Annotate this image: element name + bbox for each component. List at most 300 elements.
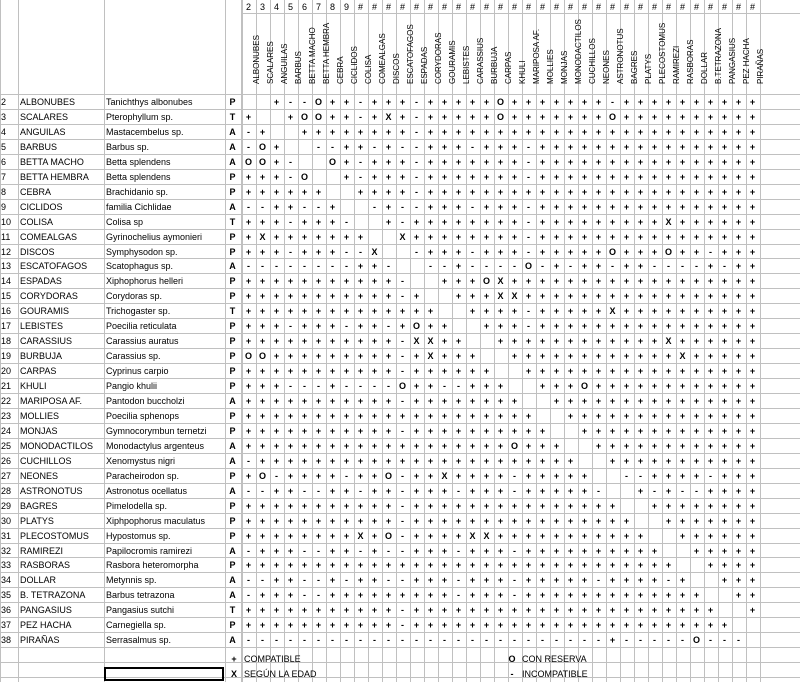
compatibility-cell[interactable]: + [329, 336, 336, 346]
compatibility-cell[interactable]: - [569, 261, 572, 271]
compatibility-cell[interactable]: O [314, 97, 322, 107]
compatibility-cell[interactable]: + [427, 575, 434, 585]
compatibility-cell[interactable]: - [247, 546, 250, 556]
compatibility-cell[interactable]: + [567, 172, 574, 182]
compatibility-cell[interactable]: - [317, 202, 320, 212]
compatibility-cell[interactable]: + [553, 247, 560, 257]
compatibility-cell[interactable]: + [385, 291, 392, 301]
compatibility-cell[interactable]: + [735, 142, 742, 152]
compatibility-cell[interactable]: + [399, 411, 406, 421]
compatibility-cell[interactable]: - [653, 486, 656, 496]
compatibility-cell[interactable]: + [357, 575, 364, 585]
compatibility-cell[interactable]: + [623, 605, 630, 615]
compatibility-cell[interactable]: - [471, 247, 474, 257]
compatibility-cell[interactable]: + [609, 172, 616, 182]
compatibility-cell[interactable]: + [749, 127, 756, 137]
compatibility-cell[interactable]: + [637, 396, 644, 406]
compatibility-cell[interactable]: + [343, 426, 350, 436]
compatibility-cell[interactable]: + [287, 441, 294, 451]
compatibility-cell[interactable]: + [525, 112, 532, 122]
compatibility-cell[interactable]: + [609, 456, 616, 466]
compatibility-cell[interactable]: + [371, 112, 378, 122]
compatibility-cell[interactable]: - [387, 546, 390, 556]
compatibility-cell[interactable]: + [721, 127, 728, 137]
compatibility-cell[interactable]: + [735, 172, 742, 182]
compatibility-cell[interactable]: + [525, 486, 532, 496]
compatibility-cell[interactable]: + [483, 441, 490, 451]
compatibility-cell[interactable]: + [427, 426, 434, 436]
compatibility-cell[interactable]: + [343, 516, 350, 526]
compatibility-cell[interactable]: + [679, 456, 686, 466]
compatibility-cell[interactable]: + [329, 321, 336, 331]
compatibility-cell[interactable]: + [525, 426, 532, 436]
compatibility-cell[interactable]: + [371, 321, 378, 331]
compatibility-cell[interactable]: - [415, 187, 418, 197]
compatibility-cell[interactable]: + [413, 291, 420, 301]
compatibility-cell[interactable]: + [245, 366, 252, 376]
compatibility-cell[interactable]: + [455, 605, 462, 615]
compatibility-cell[interactable]: + [623, 575, 630, 585]
compatibility-cell[interactable]: + [427, 396, 434, 406]
compatibility-cell[interactable]: + [581, 366, 588, 376]
compatibility-cell[interactable]: + [623, 172, 630, 182]
compatibility-cell[interactable]: + [735, 261, 742, 271]
compatibility-cell[interactable]: + [371, 366, 378, 376]
compatibility-cell[interactable]: + [749, 531, 756, 541]
compatibility-cell[interactable]: + [455, 516, 462, 526]
compatibility-cell[interactable]: + [329, 471, 336, 481]
compatibility-cell[interactable]: + [679, 247, 686, 257]
compatibility-cell[interactable]: + [665, 441, 672, 451]
compatibility-cell[interactable]: + [637, 426, 644, 436]
compatibility-cell[interactable]: + [595, 590, 602, 600]
compatibility-cell[interactable]: + [539, 351, 546, 361]
compatibility-cell[interactable]: + [665, 426, 672, 436]
compatibility-cell[interactable]: + [483, 396, 490, 406]
compatibility-cell[interactable]: + [735, 336, 742, 346]
compatibility-cell[interactable]: + [539, 441, 546, 451]
compatibility-cell[interactable]: - [723, 261, 726, 271]
compatibility-cell[interactable]: - [247, 127, 250, 137]
compatibility-cell[interactable]: + [693, 546, 700, 556]
compatibility-cell[interactable]: + [371, 575, 378, 585]
compatibility-cell[interactable]: + [287, 456, 294, 466]
compatibility-cell[interactable]: + [329, 486, 336, 496]
compatibility-cell[interactable]: - [415, 157, 418, 167]
compatibility-cell[interactable]: + [259, 187, 266, 197]
compatibility-cell[interactable]: - [289, 97, 292, 107]
compatibility-cell[interactable]: + [287, 306, 294, 316]
compatibility-cell[interactable]: X [399, 232, 406, 242]
compatibility-cell[interactable]: - [317, 381, 320, 391]
compatibility-cell[interactable]: - [387, 261, 390, 271]
compatibility-cell[interactable]: + [273, 217, 280, 227]
compatibility-cell[interactable]: + [343, 396, 350, 406]
compatibility-cell[interactable]: + [511, 321, 518, 331]
compatibility-cell[interactable]: + [245, 172, 252, 182]
compatibility-cell[interactable]: + [385, 351, 392, 361]
compatibility-cell[interactable]: + [497, 321, 504, 331]
compatibility-cell[interactable]: + [469, 456, 476, 466]
compatibility-cell[interactable]: + [637, 127, 644, 137]
compatibility-cell[interactable]: - [639, 635, 642, 645]
compatibility-cell[interactable]: O [580, 381, 588, 391]
compatibility-cell[interactable]: + [567, 336, 574, 346]
compatibility-cell[interactable]: + [525, 546, 532, 556]
compatibility-cell[interactable]: + [707, 112, 714, 122]
compatibility-cell[interactable]: + [665, 202, 672, 212]
compatibility-cell[interactable]: + [245, 620, 252, 630]
compatibility-cell[interactable]: + [581, 247, 588, 257]
compatibility-cell[interactable]: + [497, 546, 504, 556]
compatibility-cell[interactable]: - [653, 261, 656, 271]
compatibility-cell[interactable]: + [497, 336, 504, 346]
compatibility-cell[interactable]: - [513, 635, 516, 645]
compatibility-cell[interactable]: + [315, 276, 322, 286]
compatibility-cell[interactable]: + [735, 247, 742, 257]
compatibility-cell[interactable]: + [637, 486, 644, 496]
compatibility-cell[interactable]: + [483, 217, 490, 227]
compatibility-cell[interactable]: + [721, 112, 728, 122]
compatibility-cell[interactable]: - [359, 172, 362, 182]
compatibility-cell[interactable]: + [259, 172, 266, 182]
compatibility-cell[interactable]: - [261, 261, 264, 271]
compatibility-cell[interactable]: + [301, 471, 308, 481]
compatibility-cell[interactable]: + [693, 516, 700, 526]
compatibility-cell[interactable]: + [749, 605, 756, 615]
compatibility-cell[interactable]: + [539, 142, 546, 152]
compatibility-cell[interactable]: + [343, 276, 350, 286]
compatibility-cell[interactable]: + [581, 396, 588, 406]
compatibility-cell[interactable]: + [259, 590, 266, 600]
compatibility-cell[interactable]: + [595, 441, 602, 451]
compatibility-cell[interactable]: + [749, 426, 756, 436]
compatibility-cell[interactable]: + [721, 217, 728, 227]
compatibility-cell[interactable]: + [679, 97, 686, 107]
compatibility-cell[interactable]: - [359, 635, 362, 645]
compatibility-cell[interactable]: - [303, 486, 306, 496]
compatibility-cell[interactable]: + [539, 157, 546, 167]
compatibility-cell[interactable]: + [413, 516, 420, 526]
compatibility-cell[interactable]: + [455, 396, 462, 406]
compatibility-cell[interactable]: + [525, 456, 532, 466]
compatibility-cell[interactable]: + [455, 336, 462, 346]
compatibility-cell[interactable]: + [371, 411, 378, 421]
compatibility-cell[interactable]: X [413, 336, 420, 346]
compatibility-cell[interactable]: - [457, 590, 460, 600]
compatibility-cell[interactable]: + [273, 232, 280, 242]
compatibility-cell[interactable]: - [401, 202, 404, 212]
compatibility-cell[interactable]: + [539, 217, 546, 227]
compatibility-cell[interactable]: + [441, 232, 448, 242]
compatibility-cell[interactable]: + [595, 351, 602, 361]
compatibility-cell[interactable]: - [401, 351, 404, 361]
compatibility-cell[interactable]: - [401, 336, 404, 346]
compatibility-cell[interactable]: + [287, 276, 294, 286]
compatibility-cell[interactable]: + [483, 516, 490, 526]
compatibility-cell[interactable]: + [301, 291, 308, 301]
compatibility-cell[interactable]: - [709, 247, 712, 257]
compatibility-cell[interactable]: + [469, 127, 476, 137]
compatibility-cell[interactable]: + [609, 276, 616, 286]
compatibility-cell[interactable]: + [329, 232, 336, 242]
compatibility-cell[interactable]: - [415, 247, 418, 257]
compatibility-cell[interactable]: + [511, 232, 518, 242]
compatibility-cell[interactable]: + [301, 187, 308, 197]
compatibility-cell[interactable]: - [359, 486, 362, 496]
compatibility-cell[interactable]: + [427, 411, 434, 421]
compatibility-cell[interactable]: + [609, 575, 616, 585]
compatibility-cell[interactable]: + [357, 396, 364, 406]
compatibility-cell[interactable]: + [609, 590, 616, 600]
compatibility-cell[interactable]: + [651, 142, 658, 152]
compatibility-cell[interactable]: + [581, 276, 588, 286]
compatibility-cell[interactable]: + [287, 620, 294, 630]
compatibility-cell[interactable]: + [721, 306, 728, 316]
compatibility-cell[interactable]: + [483, 471, 490, 481]
compatibility-cell[interactable]: - [387, 635, 390, 645]
compatibility-cell[interactable]: + [567, 291, 574, 301]
compatibility-cell[interactable]: + [581, 217, 588, 227]
compatibility-cell[interactable]: + [483, 620, 490, 630]
compatibility-cell[interactable]: - [387, 381, 390, 391]
compatibility-cell[interactable]: + [441, 336, 448, 346]
compatibility-cell[interactable]: + [651, 172, 658, 182]
compatibility-cell[interactable]: + [679, 112, 686, 122]
compatibility-cell[interactable]: - [723, 635, 726, 645]
selected-cell[interactable] [104, 667, 224, 681]
compatibility-cell[interactable]: + [371, 172, 378, 182]
compatibility-cell[interactable]: + [525, 291, 532, 301]
compatibility-cell[interactable]: + [469, 306, 476, 316]
compatibility-cell[interactable]: + [301, 456, 308, 466]
compatibility-cell[interactable]: + [679, 471, 686, 481]
compatibility-cell[interactable]: + [413, 560, 420, 570]
compatibility-cell[interactable]: + [707, 486, 714, 496]
compatibility-cell[interactable]: + [567, 381, 574, 391]
compatibility-cell[interactable]: - [303, 202, 306, 212]
compatibility-cell[interactable]: + [581, 306, 588, 316]
compatibility-cell[interactable]: + [581, 531, 588, 541]
compatibility-cell[interactable]: + [595, 336, 602, 346]
compatibility-cell[interactable]: + [609, 381, 616, 391]
compatibility-cell[interactable]: + [427, 546, 434, 556]
compatibility-cell[interactable]: + [301, 560, 308, 570]
compatibility-cell[interactable]: + [581, 157, 588, 167]
compatibility-cell[interactable]: + [749, 187, 756, 197]
compatibility-cell[interactable]: - [317, 486, 320, 496]
compatibility-cell[interactable]: + [609, 142, 616, 152]
compatibility-cell[interactable]: + [287, 202, 294, 212]
compatibility-cell[interactable]: + [581, 321, 588, 331]
compatibility-cell[interactable]: + [385, 202, 392, 212]
compatibility-cell[interactable]: + [651, 366, 658, 376]
compatibility-cell[interactable]: + [343, 441, 350, 451]
compatibility-cell[interactable]: + [399, 172, 406, 182]
compatibility-cell[interactable]: + [749, 336, 756, 346]
compatibility-cell[interactable]: + [497, 620, 504, 630]
compatibility-cell[interactable]: + [651, 411, 658, 421]
compatibility-cell[interactable]: + [245, 560, 252, 570]
compatibility-cell[interactable]: + [623, 396, 630, 406]
compatibility-cell[interactable]: + [483, 142, 490, 152]
compatibility-cell[interactable]: + [427, 112, 434, 122]
compatibility-cell[interactable]: - [401, 142, 404, 152]
compatibility-cell[interactable]: + [455, 351, 462, 361]
compatibility-cell[interactable]: + [343, 306, 350, 316]
compatibility-cell[interactable]: O [608, 247, 616, 257]
compatibility-cell[interactable]: + [595, 605, 602, 615]
compatibility-cell[interactable]: - [275, 471, 278, 481]
compatibility-cell[interactable]: + [455, 217, 462, 227]
compatibility-cell[interactable]: - [247, 590, 250, 600]
compatibility-cell[interactable]: + [679, 501, 686, 511]
compatibility-cell[interactable]: - [317, 590, 320, 600]
compatibility-cell[interactable]: - [681, 261, 684, 271]
compatibility-cell[interactable]: + [735, 291, 742, 301]
compatibility-cell[interactable]: + [357, 411, 364, 421]
compatibility-cell[interactable]: + [329, 396, 336, 406]
compatibility-cell[interactable]: + [679, 291, 686, 301]
compatibility-cell[interactable]: + [567, 127, 574, 137]
compatibility-cell[interactable]: + [385, 560, 392, 570]
compatibility-cell[interactable]: + [567, 97, 574, 107]
compatibility-cell[interactable]: + [497, 247, 504, 257]
compatibility-cell[interactable]: + [553, 217, 560, 227]
compatibility-cell[interactable]: + [651, 381, 658, 391]
compatibility-cell[interactable]: + [413, 546, 420, 556]
compatibility-cell[interactable]: + [679, 411, 686, 421]
compatibility-cell[interactable]: + [315, 620, 322, 630]
compatibility-cell[interactable]: + [581, 127, 588, 137]
compatibility-cell[interactable]: + [735, 441, 742, 451]
compatibility-cell[interactable]: + [455, 411, 462, 421]
compatibility-cell[interactable]: + [413, 531, 420, 541]
compatibility-cell[interactable]: + [343, 351, 350, 361]
compatibility-cell[interactable]: + [665, 456, 672, 466]
compatibility-cell[interactable]: + [287, 560, 294, 570]
compatibility-cell[interactable]: + [665, 396, 672, 406]
compatibility-cell[interactable]: - [401, 276, 404, 286]
compatibility-cell[interactable]: + [259, 336, 266, 346]
compatibility-cell[interactable]: + [259, 546, 266, 556]
compatibility-cell[interactable]: + [623, 351, 630, 361]
compatibility-cell[interactable]: + [651, 351, 658, 361]
compatibility-cell[interactable]: + [749, 97, 756, 107]
compatibility-cell[interactable]: + [245, 396, 252, 406]
compatibility-cell[interactable]: + [259, 217, 266, 227]
compatibility-cell[interactable]: + [539, 97, 546, 107]
compatibility-cell[interactable]: + [413, 620, 420, 630]
compatibility-cell[interactable]: + [371, 516, 378, 526]
compatibility-cell[interactable]: + [385, 441, 392, 451]
compatibility-cell[interactable]: - [527, 247, 530, 257]
compatibility-cell[interactable]: + [273, 441, 280, 451]
compatibility-cell[interactable]: + [567, 276, 574, 286]
compatibility-cell[interactable]: - [401, 516, 404, 526]
compatibility-cell[interactable]: + [357, 456, 364, 466]
compatibility-cell[interactable]: + [259, 321, 266, 331]
compatibility-cell[interactable]: + [665, 560, 672, 570]
compatibility-cell[interactable]: - [331, 635, 334, 645]
compatibility-cell[interactable]: + [721, 471, 728, 481]
compatibility-cell[interactable]: + [749, 232, 756, 242]
compatibility-cell[interactable]: + [721, 516, 728, 526]
compatibility-cell[interactable]: + [735, 202, 742, 212]
compatibility-cell[interactable]: + [707, 97, 714, 107]
compatibility-cell[interactable]: + [623, 276, 630, 286]
compatibility-cell[interactable]: + [665, 590, 672, 600]
compatibility-cell[interactable]: + [469, 426, 476, 436]
compatibility-cell[interactable]: + [385, 426, 392, 436]
compatibility-cell[interactable]: - [513, 471, 516, 481]
compatibility-cell[interactable]: + [637, 411, 644, 421]
compatibility-cell[interactable]: + [385, 157, 392, 167]
compatibility-cell[interactable]: + [483, 112, 490, 122]
compatibility-cell[interactable]: + [567, 396, 574, 406]
compatibility-cell[interactable]: + [665, 605, 672, 615]
compatibility-cell[interactable]: - [289, 247, 292, 257]
compatibility-cell[interactable]: + [735, 276, 742, 286]
compatibility-cell[interactable]: + [735, 366, 742, 376]
compatibility-cell[interactable]: + [441, 501, 448, 511]
compatibility-cell[interactable]: O [314, 112, 322, 122]
compatibility-cell[interactable]: - [401, 635, 404, 645]
compatibility-cell[interactable]: + [567, 560, 574, 570]
compatibility-cell[interactable]: + [693, 396, 700, 406]
compatibility-cell[interactable]: + [679, 396, 686, 406]
compatibility-cell[interactable]: + [427, 516, 434, 526]
compatibility-cell[interactable]: + [469, 217, 476, 227]
compatibility-cell[interactable]: + [315, 291, 322, 301]
compatibility-cell[interactable]: + [749, 546, 756, 556]
compatibility-cell[interactable]: + [595, 247, 602, 257]
compatibility-cell[interactable]: + [273, 366, 280, 376]
compatibility-cell[interactable]: + [553, 157, 560, 167]
compatibility-cell[interactable]: - [471, 142, 474, 152]
compatibility-cell[interactable]: + [721, 501, 728, 511]
compatibility-cell[interactable]: + [329, 620, 336, 630]
compatibility-cell[interactable]: - [443, 261, 446, 271]
compatibility-cell[interactable]: + [259, 620, 266, 630]
compatibility-cell[interactable]: + [413, 381, 420, 391]
compatibility-cell[interactable]: + [273, 620, 280, 630]
compatibility-cell[interactable]: + [553, 276, 560, 286]
compatibility-cell[interactable]: + [679, 142, 686, 152]
compatibility-cell[interactable]: + [721, 441, 728, 451]
compatibility-cell[interactable]: + [469, 546, 476, 556]
compatibility-cell[interactable]: + [679, 575, 686, 585]
compatibility-cell[interactable]: + [273, 426, 280, 436]
compatibility-cell[interactable]: + [609, 366, 616, 376]
compatibility-cell[interactable]: + [497, 471, 504, 481]
compatibility-cell[interactable]: - [247, 142, 250, 152]
compatibility-cell[interactable]: - [415, 97, 418, 107]
compatibility-cell[interactable]: + [287, 546, 294, 556]
compatibility-cell[interactable]: + [665, 276, 672, 286]
compatibility-cell[interactable]: + [329, 411, 336, 421]
compatibility-cell[interactable]: + [413, 232, 420, 242]
compatibility-cell[interactable]: + [385, 605, 392, 615]
compatibility-cell[interactable]: + [245, 291, 252, 301]
compatibility-cell[interactable]: + [273, 336, 280, 346]
compatibility-cell[interactable]: + [371, 336, 378, 346]
compatibility-cell[interactable]: + [651, 546, 658, 556]
compatibility-cell[interactable]: + [567, 546, 574, 556]
compatibility-cell[interactable]: + [287, 516, 294, 526]
compatibility-cell[interactable]: + [609, 441, 616, 451]
compatibility-cell[interactable]: + [567, 531, 574, 541]
